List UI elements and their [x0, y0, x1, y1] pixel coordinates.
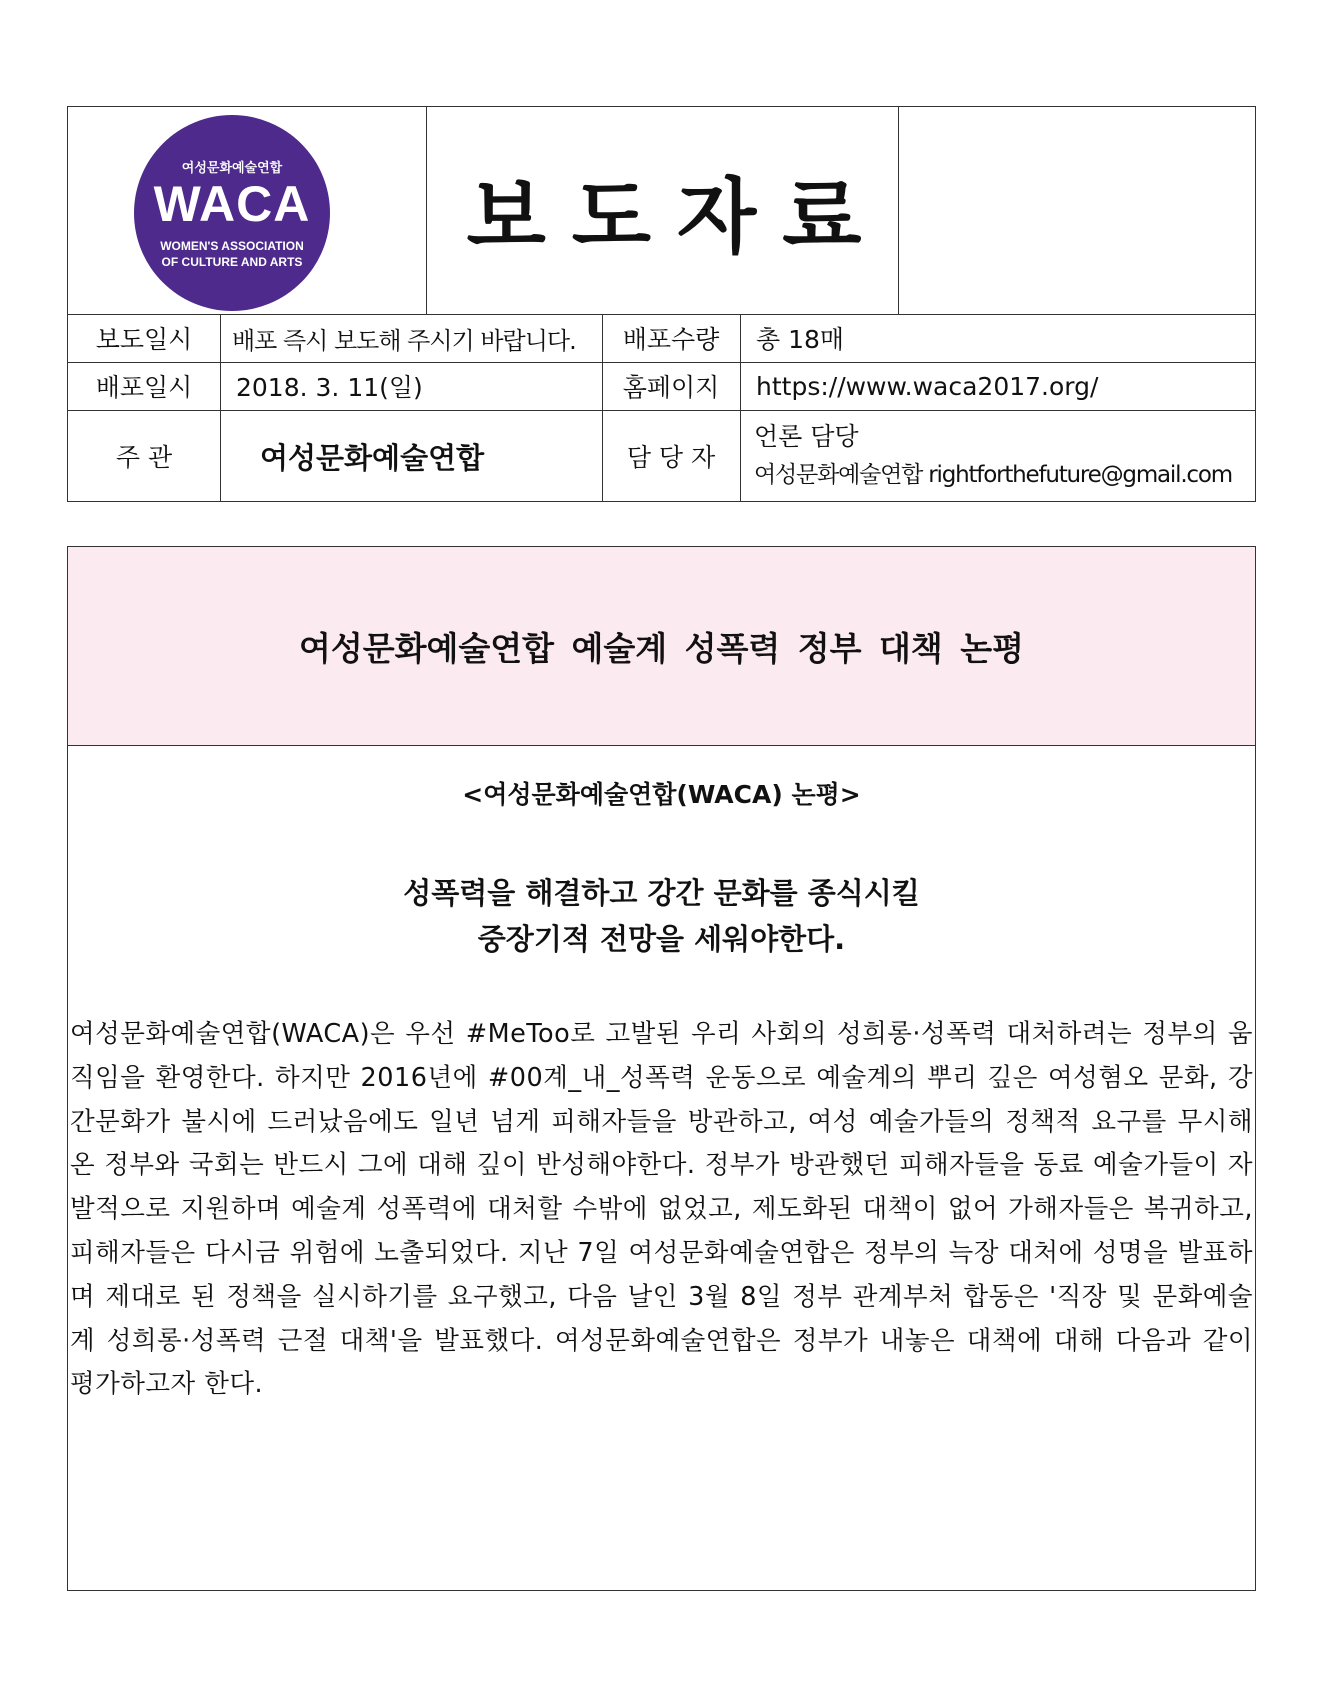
homepage-link[interactable]: https://www.waca2017.org/	[756, 371, 1099, 401]
report-date-value: 배포 즉시 보도해 주시기 바랍니다.	[232, 326, 576, 355]
dist-date-value: 2018. 3. 11(일)	[236, 373, 423, 402]
dist-date-label: 배포일시	[95, 373, 193, 402]
article-subtitle: <여성문화예술연합(WACA) 논평>	[462, 780, 861, 809]
host-label: 주 관	[115, 443, 173, 472]
headline-line2: 중장기적 전망을 세워야한다.	[477, 922, 846, 956]
article-paragraph: 여성문화예술연합(WACA)은 우선 #MeToo로 고발된 우리 사회의 성희롱·성폭력 대처하려는 정부의 움직임을 환영한다. 하지만 2016년에 #00계_내_성폭력 운동으로 예술계의 뿌리 깊은 여성혐오 문화, 강간문화가 불시에 드러났음에도 일년 넘게 피해자들을 방관하고, 여성 예술가들의 정책적 요구를 무시해온 정부와 국회는 반드시 그에 대해 깊이 반성해야한다. 정부가 방관했던 피해자들을 동료 예술가들이 자발적으로 지원하며 예술계 성폭력에 대처할 수밖에 없었고, 제도화된 대책이 없어 가해자들은 복귀하고, 피해자들은 다시금 위험에 노출되었다. 지난 7일 여성문화예술연합은 정부의 늑장 대처에 성명을 발표하며 제대로 된 정책을 실시하기를 요구했고, 다음 날인 3월 8일 정부 관계부처 합동은 '직장 및 문화예술계 성희롱·성폭력 근절 대책'을 발표했다. 여성문화예술연합은 정부가 내놓은 대책에 대해 다음과 같이 평가하고자 한다.	[70, 1019, 1253, 1400]
article-body	[67, 745, 1256, 1591]
contact-line1: 언론 담당	[754, 422, 859, 451]
host-value: 여성문화예술연합	[260, 440, 485, 475]
contact-label: 담 당 자	[626, 443, 716, 472]
press-release-title: 보도자료	[466, 170, 888, 265]
logo-korean-text: 여성문화예술연합	[181, 161, 283, 176]
contact-line2: 여성문화예술연합 rightforthefuture@gmail.com	[754, 462, 1232, 488]
logo-english-line1: WOMEN'S ASSOCIATION	[160, 239, 304, 253]
report-date-label: 보도일시	[95, 325, 193, 354]
logo-english-line2: OF CULTURE AND ARTS	[161, 255, 303, 269]
quantity-value: 총 18매	[756, 325, 845, 354]
waca-logo	[134, 115, 330, 311]
divider	[426, 107, 427, 314]
logo-main-text: WACA	[153, 176, 311, 232]
headline-line1: 성폭력을 해결하고 강간 문화를 종식시킬	[403, 876, 920, 910]
article-title: 여성문화예술연합 예술계 성폭력 정부 대책 논평	[67, 546, 1256, 746]
press-info-table	[67, 106, 1256, 502]
contact-info	[740, 410, 1255, 502]
quantity-label: 배포수량	[622, 325, 720, 354]
homepage-label: 홈페이지	[622, 373, 720, 402]
